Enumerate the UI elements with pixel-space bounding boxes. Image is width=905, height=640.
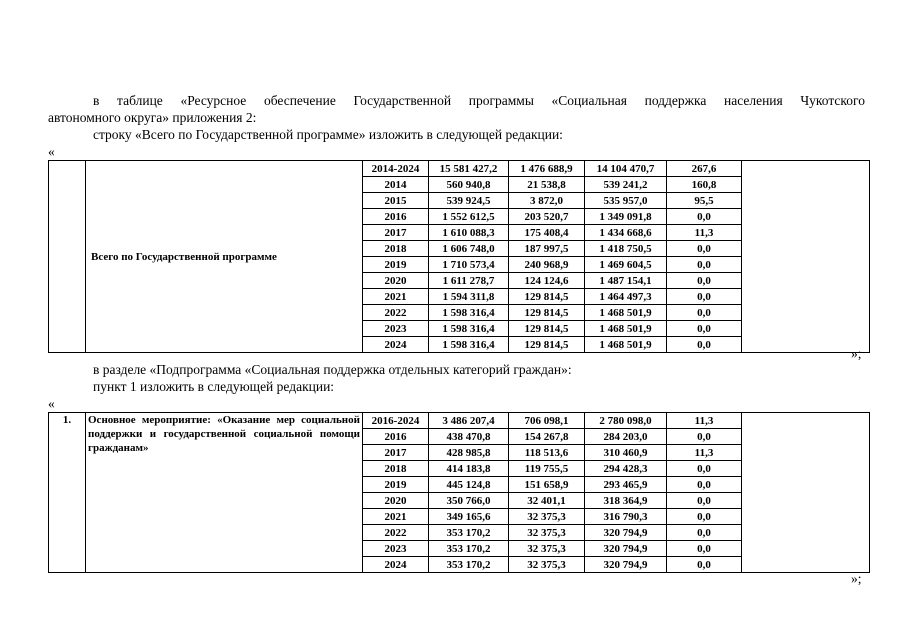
cell-reg: 316 790,3 (585, 509, 667, 525)
cell-fed: 129 814,5 (509, 305, 585, 321)
cell-fed: 3 872,0 (509, 193, 585, 209)
cell-period: 2017 (363, 445, 429, 461)
cell-period: 2016 (363, 209, 429, 225)
cell-fed: 154 267,8 (509, 429, 585, 445)
cell-fed: 175 408,4 (509, 225, 585, 241)
cell-reg: 1 418 750,5 (585, 241, 667, 257)
cell-total: 1 710 573,4 (429, 257, 509, 273)
cell-total: 1 552 612,5 (429, 209, 509, 225)
cell-total: 1 594 311,8 (429, 289, 509, 305)
cell-other: 0,0 (667, 305, 742, 321)
cell-other: 0,0 (667, 241, 742, 257)
cell-period: 2020 (363, 273, 429, 289)
table-subprogram-item-1 (48, 412, 870, 573)
cell-fed: 706 098,1 (509, 413, 585, 429)
cell-other: 95,5 (667, 193, 742, 209)
cell-reg: 1 468 501,9 (585, 321, 667, 337)
cell-other: 11,3 (667, 413, 742, 429)
cell-total: 353 170,2 (429, 557, 509, 573)
cell-fed: 129 814,5 (509, 321, 585, 337)
cell-reg: 1 469 604,5 (585, 257, 667, 273)
cell-total: 445 124,8 (429, 477, 509, 493)
cell-other: 0,0 (667, 337, 742, 353)
cell-reg: 1 468 501,9 (585, 305, 667, 321)
paragraph-4: пункт 1 изложить в следующей редакции: (93, 379, 335, 394)
cell-other: 0,0 (667, 493, 742, 509)
row-number-cell (49, 161, 86, 353)
cell-other: 0,0 (667, 289, 742, 305)
cell-other: 0,0 (667, 525, 742, 541)
cell-period: 2016 (363, 429, 429, 445)
row-label-cell: Всего по Государственной программе (86, 161, 363, 353)
cell-total: 1 611 278,7 (429, 273, 509, 289)
cell-fed: 32 375,3 (509, 541, 585, 557)
cell-period: 2018 (363, 241, 429, 257)
cell-fed: 1 476 688,9 (509, 161, 585, 177)
cell-other: 11,3 (667, 225, 742, 241)
cell-fed: 32 375,3 (509, 509, 585, 525)
open-quote-1: « (48, 144, 55, 159)
paragraph-1-line-2: автономного округа» приложения 2: (48, 110, 257, 125)
row-label-cell: Основное мероприятие: «Оказание мер социальной поддержки и государственной социальной помощи гражданам» (86, 413, 363, 573)
cell-reg: 320 794,9 (585, 525, 667, 541)
cell-reg: 539 241,2 (585, 177, 667, 193)
cell-other: 267,6 (667, 161, 742, 177)
cell-other: 0,0 (667, 557, 742, 573)
table-row (49, 413, 870, 429)
cell-fed: 187 997,5 (509, 241, 585, 257)
close-quote-2: »; (851, 571, 862, 586)
cell-other: 0,0 (667, 477, 742, 493)
cell-period: 2019 (363, 477, 429, 493)
cell-reg: 1 464 497,3 (585, 289, 667, 305)
cell-total: 1 598 316,4 (429, 337, 509, 353)
cell-period: 2021 (363, 509, 429, 525)
cell-fed: 129 814,5 (509, 337, 585, 353)
cell-period: 2023 (363, 321, 429, 337)
cell-period: 2019 (363, 257, 429, 273)
row-number-cell: 1. (49, 413, 86, 573)
cell-reg: 294 428,3 (585, 461, 667, 477)
cell-total: 1 606 748,0 (429, 241, 509, 257)
close-quote-1: »; (851, 346, 862, 361)
cell-fed: 118 513,6 (509, 445, 585, 461)
cell-fed: 203 520,7 (509, 209, 585, 225)
cell-fed: 119 755,5 (509, 461, 585, 477)
cell-other: 11,3 (667, 445, 742, 461)
cell-fed: 240 968,9 (509, 257, 585, 273)
cell-total: 428 985,8 (429, 445, 509, 461)
cell-other: 0,0 (667, 273, 742, 289)
cell-period: 2022 (363, 305, 429, 321)
cell-reg: 2 780 098,0 (585, 413, 667, 429)
cell-period: 2017 (363, 225, 429, 241)
cell-fed: 129 814,5 (509, 289, 585, 305)
cell-period: 2023 (363, 541, 429, 557)
cell-total: 560 940,8 (429, 177, 509, 193)
cell-total: 15 581 427,2 (429, 161, 509, 177)
open-quote-2: « (48, 396, 55, 411)
cell-fed: 21 538,8 (509, 177, 585, 193)
cell-fed: 32 375,3 (509, 525, 585, 541)
cell-period: 2018 (363, 461, 429, 477)
cell-reg: 1 468 501,9 (585, 337, 667, 353)
cell-fed: 124 124,6 (509, 273, 585, 289)
cell-period: 2024 (363, 557, 429, 573)
cell-fed: 32 375,3 (509, 557, 585, 573)
cell-other: 0,0 (667, 209, 742, 225)
cell-other: 0,0 (667, 509, 742, 525)
cell-fed: 32 401,1 (509, 493, 585, 509)
cell-reg: 284 203,0 (585, 429, 667, 445)
cell-period: 2024 (363, 337, 429, 353)
cell-total: 3 486 207,4 (429, 413, 509, 429)
paragraph-2: строку «Всего по Государственной программе» изложить в следующей редакции: (93, 127, 563, 142)
cell-total: 438 470,8 (429, 429, 509, 445)
cell-reg: 293 465,9 (585, 477, 667, 493)
cell-other: 0,0 (667, 321, 742, 337)
cell-reg: 310 460,9 (585, 445, 667, 461)
cell-period: 2021 (363, 289, 429, 305)
cell-reg: 1 487 154,1 (585, 273, 667, 289)
table-row (49, 161, 870, 177)
cell-total: 353 170,2 (429, 541, 509, 557)
empty-cell (742, 161, 870, 353)
cell-reg: 320 794,9 (585, 557, 667, 573)
cell-reg: 14 104 470,7 (585, 161, 667, 177)
cell-period: 2016-2024 (363, 413, 429, 429)
cell-period: 2020 (363, 493, 429, 509)
cell-total: 1 598 316,4 (429, 321, 509, 337)
cell-other: 0,0 (667, 257, 742, 273)
cell-reg: 320 794,9 (585, 541, 667, 557)
cell-total: 353 170,2 (429, 525, 509, 541)
cell-other: 0,0 (667, 429, 742, 445)
cell-total: 1 598 316,4 (429, 305, 509, 321)
cell-reg: 1 434 668,6 (585, 225, 667, 241)
cell-reg: 535 957,0 (585, 193, 667, 209)
paragraph-3: в разделе «Подпрограмма «Социальная поддержка отдельных категорий граждан»: (93, 362, 572, 377)
empty-cell (742, 413, 870, 573)
cell-period: 2014 (363, 177, 429, 193)
cell-fed: 151 658,9 (509, 477, 585, 493)
cell-period: 2022 (363, 525, 429, 541)
cell-total: 539 924,5 (429, 193, 509, 209)
cell-reg: 318 364,9 (585, 493, 667, 509)
cell-total: 1 610 088,3 (429, 225, 509, 241)
cell-total: 414 183,8 (429, 461, 509, 477)
cell-total: 350 766,0 (429, 493, 509, 509)
cell-total: 349 165,6 (429, 509, 509, 525)
table-total-program (48, 160, 870, 353)
cell-reg: 1 349 091,8 (585, 209, 667, 225)
cell-other: 0,0 (667, 541, 742, 557)
cell-other: 160,8 (667, 177, 742, 193)
cell-period: 2014-2024 (363, 161, 429, 177)
cell-other: 0,0 (667, 461, 742, 477)
cell-period: 2015 (363, 193, 429, 209)
paragraph-1-line-1: в таблице «Ресурсное обеспечение Государственной программы «Социальная поддержка населения Чукотского (93, 93, 865, 108)
